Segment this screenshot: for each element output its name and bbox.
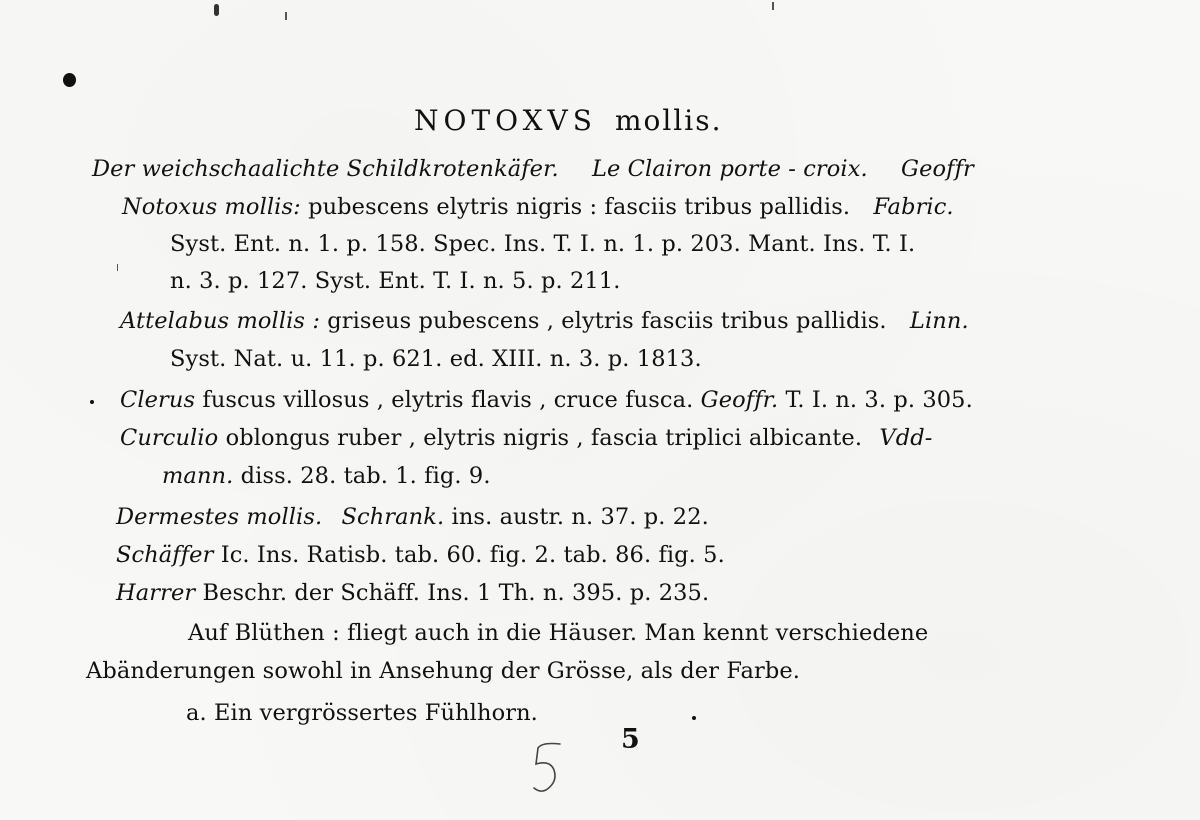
description-text: griseus pubescens , elytris fasciis tribus pallidis.	[327, 308, 887, 334]
text-line	[170, 344, 702, 374]
citation-author: Schäffer	[116, 542, 214, 568]
citation-author: Fabric.	[873, 194, 954, 220]
text-line	[116, 540, 725, 570]
text-line	[186, 698, 538, 728]
citation-author: Vdd-	[879, 425, 933, 451]
scan-speck	[117, 264, 118, 271]
ink-spot	[63, 73, 76, 87]
text-line	[188, 618, 928, 648]
reference-text: n. 3. p. 127. Syst. Ent. T. I. n. 5. p. 211.	[170, 268, 621, 294]
scan-speck	[285, 12, 287, 20]
handwritten-mark-icon	[520, 738, 580, 798]
description-text: pubescens elytris nigris : fasciis tribus pallidis.	[308, 194, 851, 220]
habitat-text: Auf Blüthen : fliegt auch in die Häuser. Man kennt verschiedene	[188, 620, 929, 646]
habitat-text: Abänderungen sowohl in Ansehung der Grösse, als der Farbe.	[86, 658, 801, 684]
citation-author: Geoffr	[901, 156, 974, 182]
taxon-name: Clerus	[120, 387, 196, 413]
reference-text: Syst. Nat. u. 11. p. 621. ed. XIII. n. 3. p. 1813.	[170, 346, 702, 372]
text-line	[122, 192, 954, 222]
citation-author: mann.	[162, 463, 234, 489]
text-line	[120, 423, 932, 453]
reference-text: Beschr. der Schäff. Ins. 1 Th. n. 395. p. 235.	[202, 580, 710, 606]
citation-author: Schrank.	[341, 504, 445, 530]
figure-caption: a. Ein vergrössertes Fühlhorn.	[186, 700, 538, 726]
reference-text: diss. 28. tab. 1. fig. 9.	[240, 463, 491, 489]
citation-author: Harrer	[116, 580, 196, 606]
reference-text: Syst. Ent. n. 1. p. 158. Spec. Ins. T. I. n. 1. p. 203. Mant. Ins. T. I.	[170, 231, 916, 257]
taxon-name: Curculio	[120, 425, 219, 451]
scan-speck	[772, 2, 774, 10]
page-title	[414, 104, 722, 137]
citation-author: Linn.	[909, 308, 969, 334]
taxon-name: Attelabus mollis :	[120, 308, 321, 334]
german-name: Der weichschaalichte Schildkrotenkäfer.	[92, 156, 559, 182]
reference-text: ins. austr. n. 37. p. 22.	[451, 504, 709, 530]
french-name: Le Clairon porte - croix.	[591, 156, 868, 182]
ink-speck	[90, 400, 94, 404]
title-genus: NOTOXVS	[414, 104, 597, 137]
text-line	[170, 229, 915, 259]
ink-speck	[692, 716, 696, 720]
text-line	[92, 154, 974, 184]
page-number: 5	[621, 724, 640, 755]
description-text: oblongus ruber , elytris nigris , fascia triplici albicante.	[225, 425, 863, 451]
text-line	[120, 385, 973, 415]
text-line	[116, 578, 709, 608]
text-line	[116, 502, 709, 532]
text-line	[86, 656, 800, 686]
text-line	[162, 461, 491, 491]
text-line	[120, 306, 969, 336]
taxon-name: Notoxus mollis:	[122, 194, 301, 220]
reference-text: T. I. n. 3. p. 305.	[785, 387, 973, 413]
description-text: fuscus villosus , elytris flavis , cruce fusca.	[202, 387, 694, 413]
ink-speck	[214, 4, 219, 16]
text-line	[170, 266, 620, 296]
reference-text: Ic. Ins. Ratisb. tab. 60. fig. 2. tab. 86. fig. 5.	[220, 542, 725, 568]
title-species: mollis.	[614, 104, 723, 137]
citation-author: Geoffr.	[700, 387, 779, 413]
taxon-name: Dermestes mollis.	[116, 504, 323, 530]
